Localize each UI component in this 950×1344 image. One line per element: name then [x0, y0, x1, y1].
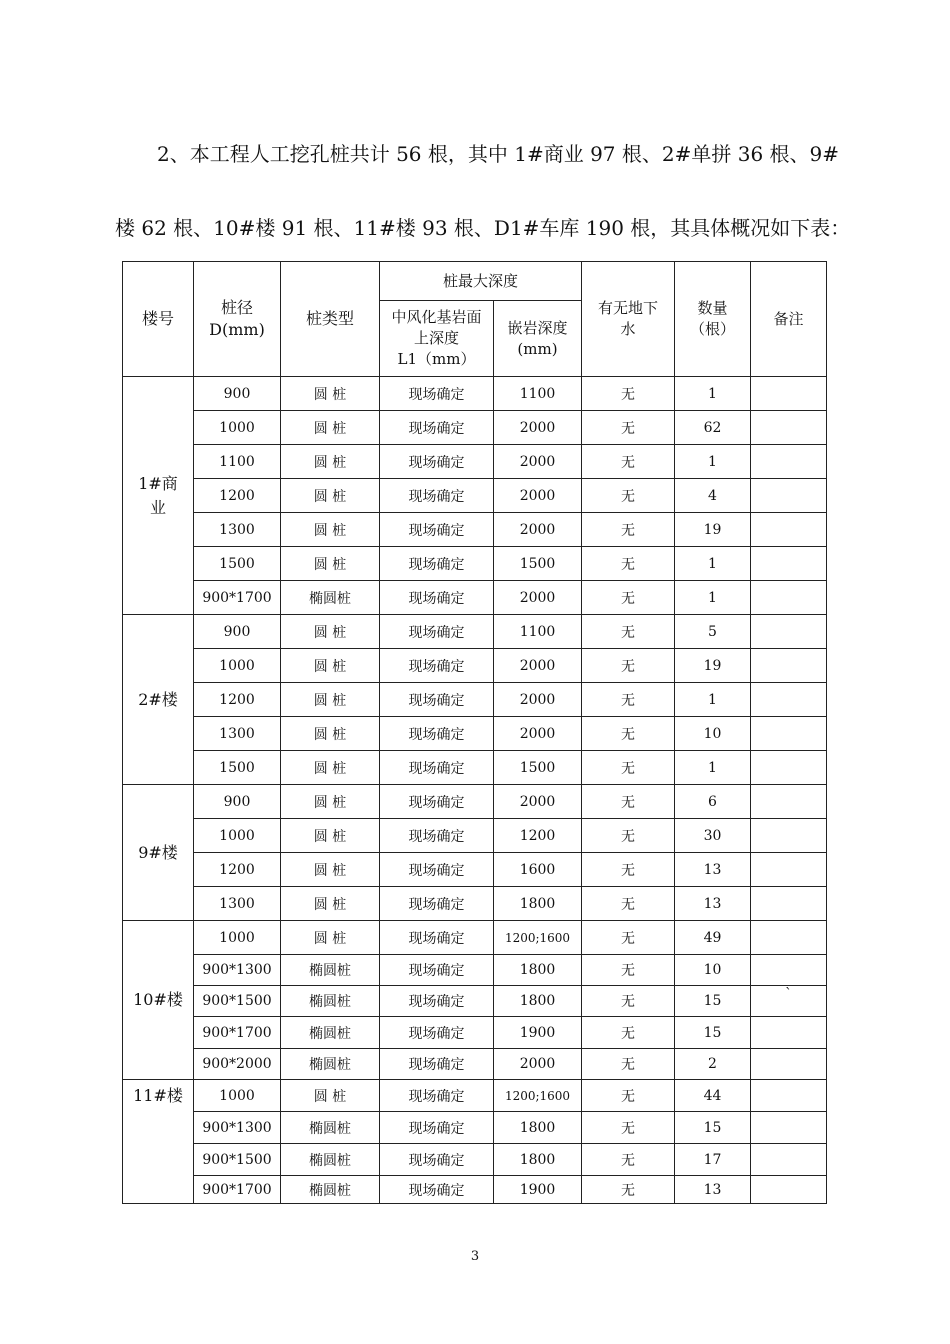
header-pile-type: 桩类型 — [281, 262, 380, 377]
table-row — [123, 1080, 827, 1112]
pile-type-cell: 圆 桩 — [281, 513, 380, 547]
quantity-cell: 15 — [675, 986, 751, 1017]
pile-summary-table — [122, 261, 827, 1204]
table-row — [123, 479, 827, 513]
quantity-cell: 49 — [675, 921, 751, 955]
pile-type-cell: 圆 桩 — [281, 479, 380, 513]
header-groundwater: 有无地下 水 — [582, 262, 675, 377]
diameter-cell: 900*1700 — [194, 1017, 281, 1049]
rock-depth-cell: 2000 — [494, 581, 582, 615]
table-row — [123, 411, 827, 445]
quantity-cell: 6 — [675, 785, 751, 819]
pile-type-cell: 圆 桩 — [281, 853, 380, 887]
groundwater-cell: 无 — [582, 717, 675, 751]
pile-type-cell: 圆 桩 — [281, 1080, 380, 1112]
groundwater-cell: 无 — [582, 513, 675, 547]
weathered-depth-cell: 现场确定 — [380, 1080, 494, 1112]
rock-depth-cell: 2000 — [494, 717, 582, 751]
groundwater-cell: 无 — [582, 819, 675, 853]
remark-cell — [751, 819, 827, 853]
rock-depth-cell: 1800 — [494, 1112, 582, 1144]
pile-type-cell: 圆 桩 — [281, 717, 380, 751]
groundwater-cell: 无 — [582, 615, 675, 649]
page-number: 3 — [470, 1249, 480, 1264]
weathered-depth-cell: 现场确定 — [380, 1176, 494, 1204]
quantity-cell: 10 — [675, 717, 751, 751]
header-rock-socket-depth: 嵌岩深度 (mm) — [494, 301, 582, 377]
diameter-cell: 1000 — [194, 649, 281, 683]
pile-type-cell: 圆 桩 — [281, 649, 380, 683]
building-cell: 1#商业 — [123, 377, 194, 615]
quantity-cell: 1 — [675, 445, 751, 479]
groundwater-cell: 无 — [582, 445, 675, 479]
building-cell: 10#楼 — [123, 921, 194, 1080]
pile-type-cell: 椭圆桩 — [281, 581, 380, 615]
remark-cell — [751, 1017, 827, 1049]
weathered-depth-cell: 现场确定 — [380, 921, 494, 955]
remark-cell — [751, 547, 827, 581]
weathered-depth-cell: 现场确定 — [380, 377, 494, 411]
remark-cell — [751, 445, 827, 479]
table-row — [123, 717, 827, 751]
groundwater-cell: 无 — [582, 1112, 675, 1144]
groundwater-cell: 无 — [582, 411, 675, 445]
table-row — [123, 581, 827, 615]
rock-depth-cell: 1600 — [494, 853, 582, 887]
pile-type-cell: 圆 桩 — [281, 615, 380, 649]
table-body — [123, 377, 827, 1204]
table-row — [123, 1144, 827, 1176]
diameter-cell: 900 — [194, 615, 281, 649]
table-row — [123, 819, 827, 853]
diameter-cell: 900 — [194, 377, 281, 411]
remark-cell — [751, 683, 827, 717]
pile-type-cell: 椭圆桩 — [281, 1144, 380, 1176]
diameter-cell: 1200 — [194, 683, 281, 717]
pile-type-cell: 圆 桩 — [281, 921, 380, 955]
groundwater-cell: 无 — [582, 547, 675, 581]
diameter-cell: 1000 — [194, 411, 281, 445]
pile-type-cell: 圆 桩 — [281, 819, 380, 853]
weathered-depth-cell: 现场确定 — [380, 479, 494, 513]
rock-depth-cell: 1800 — [494, 986, 582, 1017]
diameter-cell: 900*2000 — [194, 1049, 281, 1080]
weathered-depth-cell: 现场确定 — [380, 445, 494, 479]
groundwater-cell: 无 — [582, 887, 675, 921]
header-max-depth: 桩最大深度 — [380, 262, 582, 301]
remark-cell — [751, 581, 827, 615]
rock-depth-cell: 1500 — [494, 547, 582, 581]
groundwater-cell: 无 — [582, 986, 675, 1017]
rock-depth-cell: 2000 — [494, 513, 582, 547]
rock-depth-cell: 1200 — [494, 819, 582, 853]
quantity-cell: 62 — [675, 411, 751, 445]
table-row — [123, 986, 827, 1017]
remark-cell: ` — [751, 986, 827, 1017]
groundwater-cell: 无 — [582, 853, 675, 887]
remark-cell — [751, 1144, 827, 1176]
weathered-depth-cell: 现场确定 — [380, 819, 494, 853]
quantity-cell: 15 — [675, 1112, 751, 1144]
diameter-cell: 1200 — [194, 479, 281, 513]
header-building: 楼号 — [123, 262, 194, 377]
pile-type-cell: 椭圆桩 — [281, 986, 380, 1017]
weathered-depth-cell: 现场确定 — [380, 411, 494, 445]
building-cell: 11#楼 — [123, 1080, 194, 1204]
quantity-cell: 1 — [675, 377, 751, 411]
table-row — [123, 377, 827, 411]
quantity-cell: 19 — [675, 649, 751, 683]
pile-type-cell: 椭圆桩 — [281, 1017, 380, 1049]
groundwater-cell: 无 — [582, 751, 675, 785]
intro-paragraph-line-2: 楼 62 根、10#楼 91 根、11#楼 93 根、D1#车库 190 根，其具体概况如下表： — [115, 216, 851, 240]
table-row — [123, 1017, 827, 1049]
quantity-cell: 2 — [675, 1049, 751, 1080]
table-row — [123, 1176, 827, 1204]
rock-depth-cell: 1800 — [494, 887, 582, 921]
remark-cell — [751, 479, 827, 513]
pile-type-cell: 椭圆桩 — [281, 955, 380, 986]
header-weathered-rock-depth: 中风化基岩面 上深度 L1（mm） — [380, 301, 494, 377]
table-row — [123, 751, 827, 785]
quantity-cell: 1 — [675, 581, 751, 615]
pile-type-cell: 圆 桩 — [281, 411, 380, 445]
groundwater-cell: 无 — [582, 649, 675, 683]
weathered-depth-cell: 现场确定 — [380, 683, 494, 717]
weathered-depth-cell: 现场确定 — [380, 1112, 494, 1144]
rock-depth-cell: 1800 — [494, 955, 582, 986]
pile-type-cell: 圆 桩 — [281, 377, 380, 411]
weathered-depth-cell: 现场确定 — [380, 986, 494, 1017]
pile-type-cell: 圆 桩 — [281, 683, 380, 717]
remark-cell — [751, 785, 827, 819]
table-row — [123, 1049, 827, 1080]
groundwater-cell: 无 — [582, 921, 675, 955]
quantity-cell: 13 — [675, 853, 751, 887]
weathered-depth-cell: 现场确定 — [380, 1144, 494, 1176]
groundwater-cell: 无 — [582, 1080, 675, 1112]
rock-depth-cell: 2000 — [494, 411, 582, 445]
table-row — [123, 615, 827, 649]
weathered-depth-cell: 现场确定 — [380, 751, 494, 785]
table-row — [123, 547, 827, 581]
diameter-cell: 1300 — [194, 717, 281, 751]
remark-cell — [751, 921, 827, 955]
diameter-cell: 900*1300 — [194, 1112, 281, 1144]
diameter-cell: 1500 — [194, 751, 281, 785]
diameter-cell: 1000 — [194, 819, 281, 853]
diameter-cell: 1000 — [194, 1080, 281, 1112]
rock-depth-cell: 2000 — [494, 785, 582, 819]
table-row — [123, 887, 827, 921]
diameter-cell: 900*1500 — [194, 986, 281, 1017]
rock-depth-cell: 1500 — [494, 751, 582, 785]
weathered-depth-cell: 现场确定 — [380, 785, 494, 819]
pile-type-cell: 椭圆桩 — [281, 1049, 380, 1080]
groundwater-cell: 无 — [582, 1144, 675, 1176]
rock-depth-cell: 1900 — [494, 1176, 582, 1204]
rock-depth-cell: 1100 — [494, 615, 582, 649]
diameter-cell: 900*1700 — [194, 1176, 281, 1204]
rock-depth-cell: 1800 — [494, 1144, 582, 1176]
remark-cell — [751, 955, 827, 986]
quantity-cell: 1 — [675, 751, 751, 785]
building-cell: 9#楼 — [123, 785, 194, 921]
quantity-cell: 13 — [675, 1176, 751, 1204]
groundwater-cell: 无 — [582, 377, 675, 411]
quantity-cell: 15 — [675, 1017, 751, 1049]
diameter-cell: 900*1300 — [194, 955, 281, 986]
weathered-depth-cell: 现场确定 — [380, 581, 494, 615]
remark-cell — [751, 887, 827, 921]
weathered-depth-cell: 现场确定 — [380, 615, 494, 649]
table-row — [123, 921, 827, 955]
rock-depth-cell: 2000 — [494, 649, 582, 683]
weathered-depth-cell: 现场确定 — [380, 513, 494, 547]
groundwater-cell: 无 — [582, 1017, 675, 1049]
intro-paragraph-line-1: 2、本工程人工挖孔桩共计 56 根，其中 1#商业 97 根、2#单拼 36 根、9# — [157, 142, 840, 166]
weathered-depth-cell: 现场确定 — [380, 853, 494, 887]
groundwater-cell: 无 — [582, 479, 675, 513]
quantity-cell: 1 — [675, 683, 751, 717]
rock-depth-cell: 1200;1600 — [494, 921, 582, 955]
table-row — [123, 445, 827, 479]
remark-cell — [751, 1112, 827, 1144]
rock-depth-cell: 1900 — [494, 1017, 582, 1049]
rock-depth-cell: 1100 — [494, 377, 582, 411]
quantity-cell: 19 — [675, 513, 751, 547]
remark-cell — [751, 615, 827, 649]
diameter-cell: 1200 — [194, 853, 281, 887]
rock-depth-cell: 2000 — [494, 479, 582, 513]
remark-cell — [751, 1049, 827, 1080]
quantity-cell: 30 — [675, 819, 751, 853]
groundwater-cell: 无 — [582, 1049, 675, 1080]
pile-type-cell: 圆 桩 — [281, 751, 380, 785]
quantity-cell: 1 — [675, 547, 751, 581]
table-row — [123, 1112, 827, 1144]
diameter-cell: 900*1700 — [194, 581, 281, 615]
table-row — [123, 649, 827, 683]
weathered-depth-cell: 现场确定 — [380, 717, 494, 751]
diameter-cell: 1300 — [194, 513, 281, 547]
table-row — [123, 955, 827, 986]
quantity-cell: 44 — [675, 1080, 751, 1112]
header-quantity: 数量 （根） — [675, 262, 751, 377]
remark-cell — [751, 717, 827, 751]
quantity-cell: 17 — [675, 1144, 751, 1176]
table-row — [123, 513, 827, 547]
remark-cell — [751, 513, 827, 547]
rock-depth-cell: 1200;1600 — [494, 1080, 582, 1112]
diameter-cell: 1100 — [194, 445, 281, 479]
groundwater-cell: 无 — [582, 683, 675, 717]
weathered-depth-cell: 现场确定 — [380, 649, 494, 683]
weathered-depth-cell: 现场确定 — [380, 887, 494, 921]
pile-type-cell: 圆 桩 — [281, 547, 380, 581]
groundwater-cell: 无 — [582, 955, 675, 986]
rock-depth-cell: 2000 — [494, 683, 582, 717]
weathered-depth-cell: 现场确定 — [380, 1017, 494, 1049]
quantity-cell: 13 — [675, 887, 751, 921]
remark-cell — [751, 649, 827, 683]
rock-depth-cell: 2000 — [494, 445, 582, 479]
table-row — [123, 683, 827, 717]
header-diameter: 桩径 D(mm) — [194, 262, 281, 377]
weathered-depth-cell: 现场确定 — [380, 547, 494, 581]
quantity-cell: 4 — [675, 479, 751, 513]
pile-type-cell: 椭圆桩 — [281, 1112, 380, 1144]
diameter-cell: 900*1500 — [194, 1144, 281, 1176]
groundwater-cell: 无 — [582, 581, 675, 615]
remark-cell — [751, 1176, 827, 1204]
remark-cell — [751, 377, 827, 411]
header-remark: 备注 — [751, 262, 827, 377]
diameter-cell: 1000 — [194, 921, 281, 955]
remark-cell — [751, 853, 827, 887]
diameter-cell: 1500 — [194, 547, 281, 581]
quantity-cell: 10 — [675, 955, 751, 986]
weathered-depth-cell: 现场确定 — [380, 1049, 494, 1080]
diameter-cell: 1300 — [194, 887, 281, 921]
rock-depth-cell: 2000 — [494, 1049, 582, 1080]
quantity-cell: 5 — [675, 615, 751, 649]
table-row — [123, 853, 827, 887]
remark-cell — [751, 751, 827, 785]
remark-cell — [751, 411, 827, 445]
pile-type-cell: 圆 桩 — [281, 445, 380, 479]
weathered-depth-cell: 现场确定 — [380, 955, 494, 986]
groundwater-cell: 无 — [582, 785, 675, 819]
remark-cell — [751, 1080, 827, 1112]
building-cell: 2#楼 — [123, 615, 194, 785]
table-row — [123, 785, 827, 819]
pile-type-cell: 椭圆桩 — [281, 1176, 380, 1204]
groundwater-cell: 无 — [582, 1176, 675, 1204]
pile-type-cell: 圆 桩 — [281, 785, 380, 819]
diameter-cell: 900 — [194, 785, 281, 819]
pile-type-cell: 圆 桩 — [281, 887, 380, 921]
